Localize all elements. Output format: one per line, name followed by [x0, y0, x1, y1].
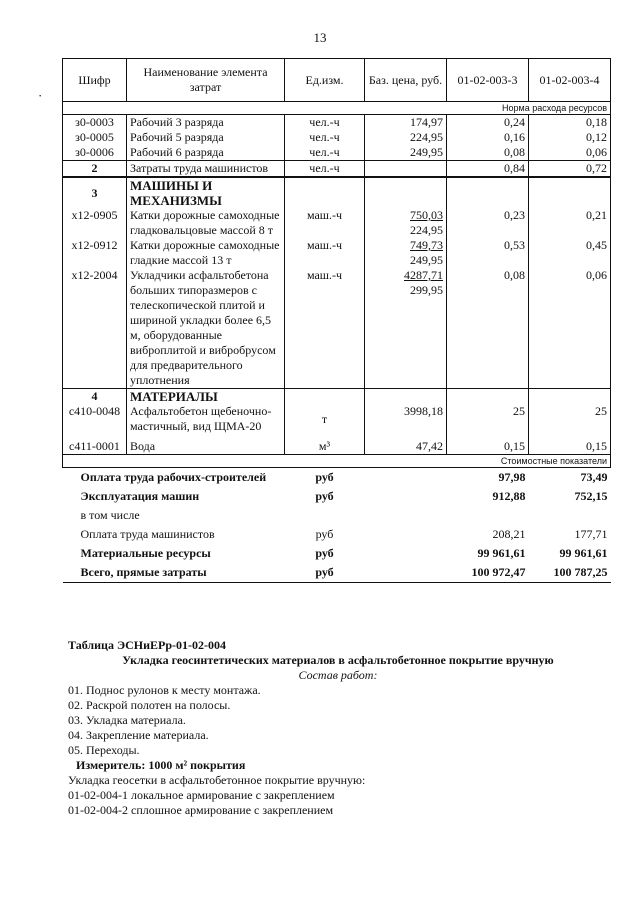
- summary-row: [63, 506, 611, 525]
- summary-value-003-4: 73,49: [580, 470, 608, 484]
- summary-row: [63, 487, 611, 506]
- row-value-003-4: 0,72: [529, 161, 611, 178]
- summary-value-003-4: 177,71: [574, 527, 608, 541]
- summary-row: [63, 468, 611, 488]
- row-name: Катки дорожные самоходные гладковальцовые массой 8 т: [127, 208, 285, 238]
- summary-label: в том числе: [80, 508, 140, 522]
- price-operator: 224,95: [410, 223, 443, 237]
- cost-row: [63, 455, 611, 468]
- table-row: [63, 130, 611, 145]
- norm-label: Норма расхода ресурсов: [63, 102, 611, 115]
- row-name: Укладчики асфальтобетона больших типоразмеров с телескопической плитой и шириной укладки более 6,5 м, оборудованные виброплитой и вибробрусом для предварительного уплотнения: [127, 268, 285, 389]
- row-value-003-4: 0,21: [529, 208, 611, 238]
- work-item: 01. Поднос рулонов к месту монтажа.: [68, 683, 261, 697]
- row-code: х12-0912: [63, 238, 127, 268]
- row-code: х12-0905: [63, 208, 127, 238]
- work-item: 02. Раскрой полотен на полосы.: [68, 698, 231, 712]
- summary-value-003-3: 97,98: [498, 470, 526, 484]
- row-price: [365, 208, 447, 238]
- item-line: 01-02-004-1 локальное армирование с закреплением: [68, 788, 335, 802]
- row-value-003-4: 0,18: [529, 115, 611, 131]
- row-name: Асфальтобетон щебеночно-мастичный, вид ЩМА-20: [127, 404, 285, 434]
- row-unit: т: [285, 404, 365, 434]
- col-header-unit: Ед.изм.: [285, 59, 365, 102]
- row-unit: чел.-ч: [285, 130, 365, 145]
- page-number: 13: [313, 30, 327, 45]
- item-line: 01-02-004-2 сплошное армирование с закреплением: [68, 803, 334, 817]
- price-machine: 4287,71: [404, 268, 443, 282]
- table-row: [63, 404, 611, 434]
- table-row: [63, 208, 611, 238]
- summary-unit: руб: [285, 563, 365, 583]
- row-code: з0-0005: [63, 130, 127, 145]
- price-machine: 749,73: [410, 238, 443, 252]
- row-value-003-3: 25: [447, 404, 529, 434]
- table-row: [63, 115, 611, 131]
- row-price: [365, 238, 447, 268]
- col-header-003-4: 01-02-003-4: [529, 59, 611, 102]
- price-operator: 249,95: [410, 253, 443, 267]
- row-value-003-3: 0,23: [447, 208, 529, 238]
- materials-section-row: [63, 389, 611, 405]
- table-row: [63, 268, 611, 389]
- row-code: х12-2004: [63, 268, 127, 389]
- summary-row: [63, 544, 611, 563]
- section-code: 3: [63, 177, 127, 208]
- summary-value-003-3: 208,21: [492, 527, 526, 541]
- table-title: Таблица ЭСНиЕРр-01-02-004: [68, 638, 227, 652]
- row-price: [365, 268, 447, 389]
- row-unit: маш.-ч: [285, 268, 365, 389]
- row-value-003-3: 0,53: [447, 238, 529, 268]
- summary-value-003-4: 99 961,61: [559, 546, 608, 560]
- row-code: с410-0048: [63, 404, 127, 434]
- section-title: МАТЕРИАЛЫ: [127, 389, 285, 405]
- section-code: 4: [63, 389, 127, 405]
- row-name: Вода: [127, 434, 285, 455]
- row-unit: чел.-ч: [285, 145, 365, 161]
- meter: Измеритель: 1000 м² покрытия: [76, 758, 246, 772]
- price-machine: 750,03: [410, 208, 443, 222]
- col-header-name: Наименование элемента затрат: [127, 59, 285, 102]
- summary-value-003-3: 99 961,61: [477, 546, 526, 560]
- summary-value-003-3: 100 972,47: [447, 563, 529, 583]
- summary-unit: руб: [315, 546, 334, 560]
- summary-row: [63, 563, 611, 583]
- table-row: [63, 238, 611, 268]
- row-code: 2: [63, 161, 127, 178]
- row-name: Рабочий 3 разряда: [127, 115, 285, 131]
- section-title: МАШИНЫ И МЕХАНИЗМЫ: [127, 177, 285, 208]
- row-name: Рабочий 6 разряда: [127, 145, 285, 161]
- col-header-003-3: 01-02-003-3: [447, 59, 529, 102]
- row-unit: чел.-ч: [285, 161, 365, 178]
- table-row: [63, 145, 611, 161]
- row-price: 174,97: [365, 115, 447, 131]
- summary-value-003-3: 912,88: [492, 489, 526, 503]
- operators-row: [63, 161, 611, 178]
- row-value-003-3: 0,16: [447, 130, 529, 145]
- cost-label: Стоимостные показатели: [63, 455, 611, 468]
- row-value-003-3: 0,08: [447, 268, 529, 389]
- col-header-code: Шифр: [63, 59, 127, 102]
- summary-label: Всего, прямые затраты: [63, 563, 285, 583]
- row-value-003-4: 0,06: [529, 145, 611, 161]
- section-heading: Укладка геосинтетических материалов в асфальтобетонное покрытие вручную: [122, 653, 554, 667]
- norm-row: [63, 102, 611, 115]
- row-value-003-4: 0,45: [529, 238, 611, 268]
- row-value-003-3: 0,08: [447, 145, 529, 161]
- row-code: з0-0003: [63, 115, 127, 131]
- summary-unit: руб: [315, 470, 334, 484]
- summary-unit: руб: [315, 527, 334, 541]
- summary-value-003-4: 752,15: [574, 489, 608, 503]
- summary-label: Материальные ресурсы: [80, 546, 211, 560]
- header-row: [63, 59, 611, 102]
- row-value-003-4: 25: [529, 404, 611, 434]
- row-name: Рабочий 5 разряда: [127, 130, 285, 145]
- table-row: [63, 434, 611, 455]
- row-value-003-3: 0,84: [447, 161, 529, 178]
- row-price: 47,42: [365, 434, 447, 455]
- work-item: 04. Закрепление материала.: [68, 728, 209, 742]
- row-code: с411-0001: [63, 434, 127, 455]
- machines-section-row: [63, 177, 611, 208]
- row-value-003-4: 0,15: [529, 434, 611, 455]
- row-value-003-3: 0,24: [447, 115, 529, 131]
- row-name: Затраты труда машинистов: [127, 161, 285, 178]
- summary-unit: руб: [315, 489, 334, 503]
- row-unit: маш.-ч: [285, 238, 365, 268]
- row-code: з0-0006: [63, 145, 127, 161]
- work-item: 03. Укладка материала.: [68, 713, 186, 727]
- price-operator: 299,95: [410, 283, 443, 297]
- row-price: 224,95: [365, 130, 447, 145]
- row-price: 249,95: [365, 145, 447, 161]
- row-value-003-4: 0,06: [529, 268, 611, 389]
- summary-row: [63, 525, 611, 544]
- row-unit: чел.-ч: [285, 115, 365, 131]
- section-block: [68, 638, 608, 818]
- row-price-empty: [365, 161, 447, 178]
- row-price: 3998,18: [365, 404, 447, 434]
- col-header-price: Баз. цена, руб.: [365, 59, 447, 102]
- margin-mark: ·: [38, 88, 43, 103]
- row-value-003-4: 0,12: [529, 130, 611, 145]
- description: Укладка геосетки в асфальтобетонное покрытие вручную:: [68, 773, 366, 787]
- works-title: Состав работ:: [298, 668, 378, 682]
- row-name: Катки дорожные самоходные гладкие массой 13 т: [127, 238, 285, 268]
- resource-table: [62, 58, 611, 583]
- summary-label: Оплата труда рабочих-строителей: [80, 470, 267, 484]
- row-value-003-3: 0,15: [447, 434, 529, 455]
- row-unit: маш.-ч: [285, 208, 365, 238]
- row-unit: м³: [285, 434, 365, 455]
- work-item: 05. Переходы.: [68, 743, 140, 757]
- summary-label: Оплата труда машинистов: [80, 527, 215, 541]
- summary-value-003-4: 100 787,25: [529, 563, 611, 583]
- summary-label: Эксплуатация машин: [80, 489, 200, 503]
